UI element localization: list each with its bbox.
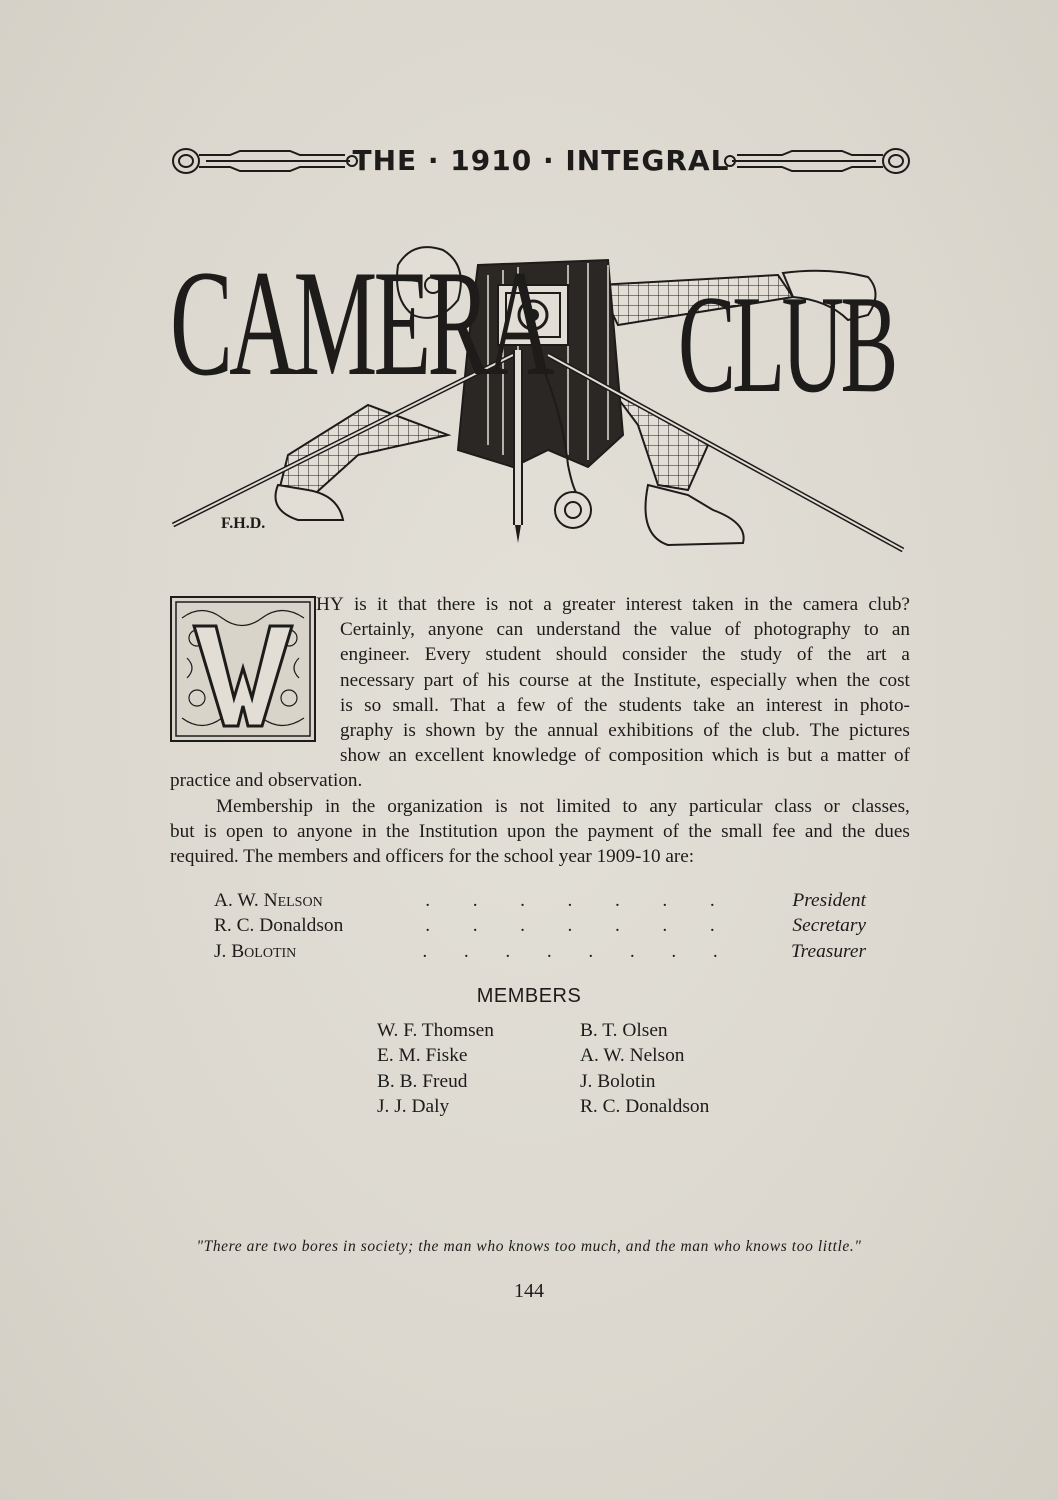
banner-word-club: CLUB [678,267,895,422]
paragraph-intro [170,592,910,794]
text-line: but is open to anyone in the Institution upon the payment of the small fee and the dues [170,821,910,843]
member-name: J. J. Daly [377,1095,450,1117]
member-name: A. W. Nelson [580,1045,685,1067]
text-line: Membership in the organization is not limited to any particular class or classes, [216,796,910,817]
text-line: show an excellent knowledge of composition which is but a matter of [340,745,910,767]
member-name: E. M. Fiske [377,1045,468,1067]
camera-club-banner [168,205,912,560]
officer-role: Treasurer [790,940,866,962]
members-heading: MEMBERS [476,985,582,1007]
text-line: necessary part of his course at the Institute, especially when the cost [340,669,910,691]
page-number: 144 [514,1280,544,1302]
paragraph-membership [170,794,910,870]
text-line: graphy is shown by the annual exhibitions of the club. The pictures [340,720,910,742]
officer-name: J. Bolotin [214,940,297,962]
text-line: required. The members and officers for the school year 1909-10 are: [170,846,695,868]
member-name: B. B. Freud [377,1070,468,1092]
text-line: HY is it that there is not a greater interest taken in the camera club? [316,594,910,615]
text-line: Certainly, anyone can understand the value of photography to an [340,619,910,641]
officer-row [214,939,866,964]
officer-row [214,913,866,938]
text-line: practice and observation. [170,770,363,792]
member-name: R. C. Donaldson [580,1095,710,1117]
officer-role: President [792,890,866,911]
artist-initials: F.H.D. [221,515,266,532]
text-line: is so small. That a few of the students take an interest in photo- [340,694,910,716]
member-name: W. F. Thomsen [377,1020,494,1041]
leader-dots: . . . . . . . . [422,940,718,962]
running-header [170,142,912,182]
right-ornament-icon [722,146,912,176]
officer-name: A. W. Nelson [214,890,323,911]
page-title: THE · 1910 · INTEGRAL [352,144,730,177]
text-line: engineer. Every student should consider the study of the art a [340,644,910,666]
members-list [377,1018,777,1119]
footer-quote: "There are two bores in society; the man who knows too much, and the man who knows too little." [196,1238,862,1255]
leader-dots: . . . . . . . [425,890,715,911]
officers-list [214,888,866,964]
officer-name: R. C. Donaldson [214,915,344,937]
officer-role: Secretary [792,915,866,937]
officer-row [214,888,866,913]
member-name: J. Bolotin [580,1070,656,1092]
member-name: B. T. Olsen [580,1020,668,1041]
leader-dots: . . . . . . . [425,915,715,937]
banner-word-camera: CAMERA [170,239,551,407]
